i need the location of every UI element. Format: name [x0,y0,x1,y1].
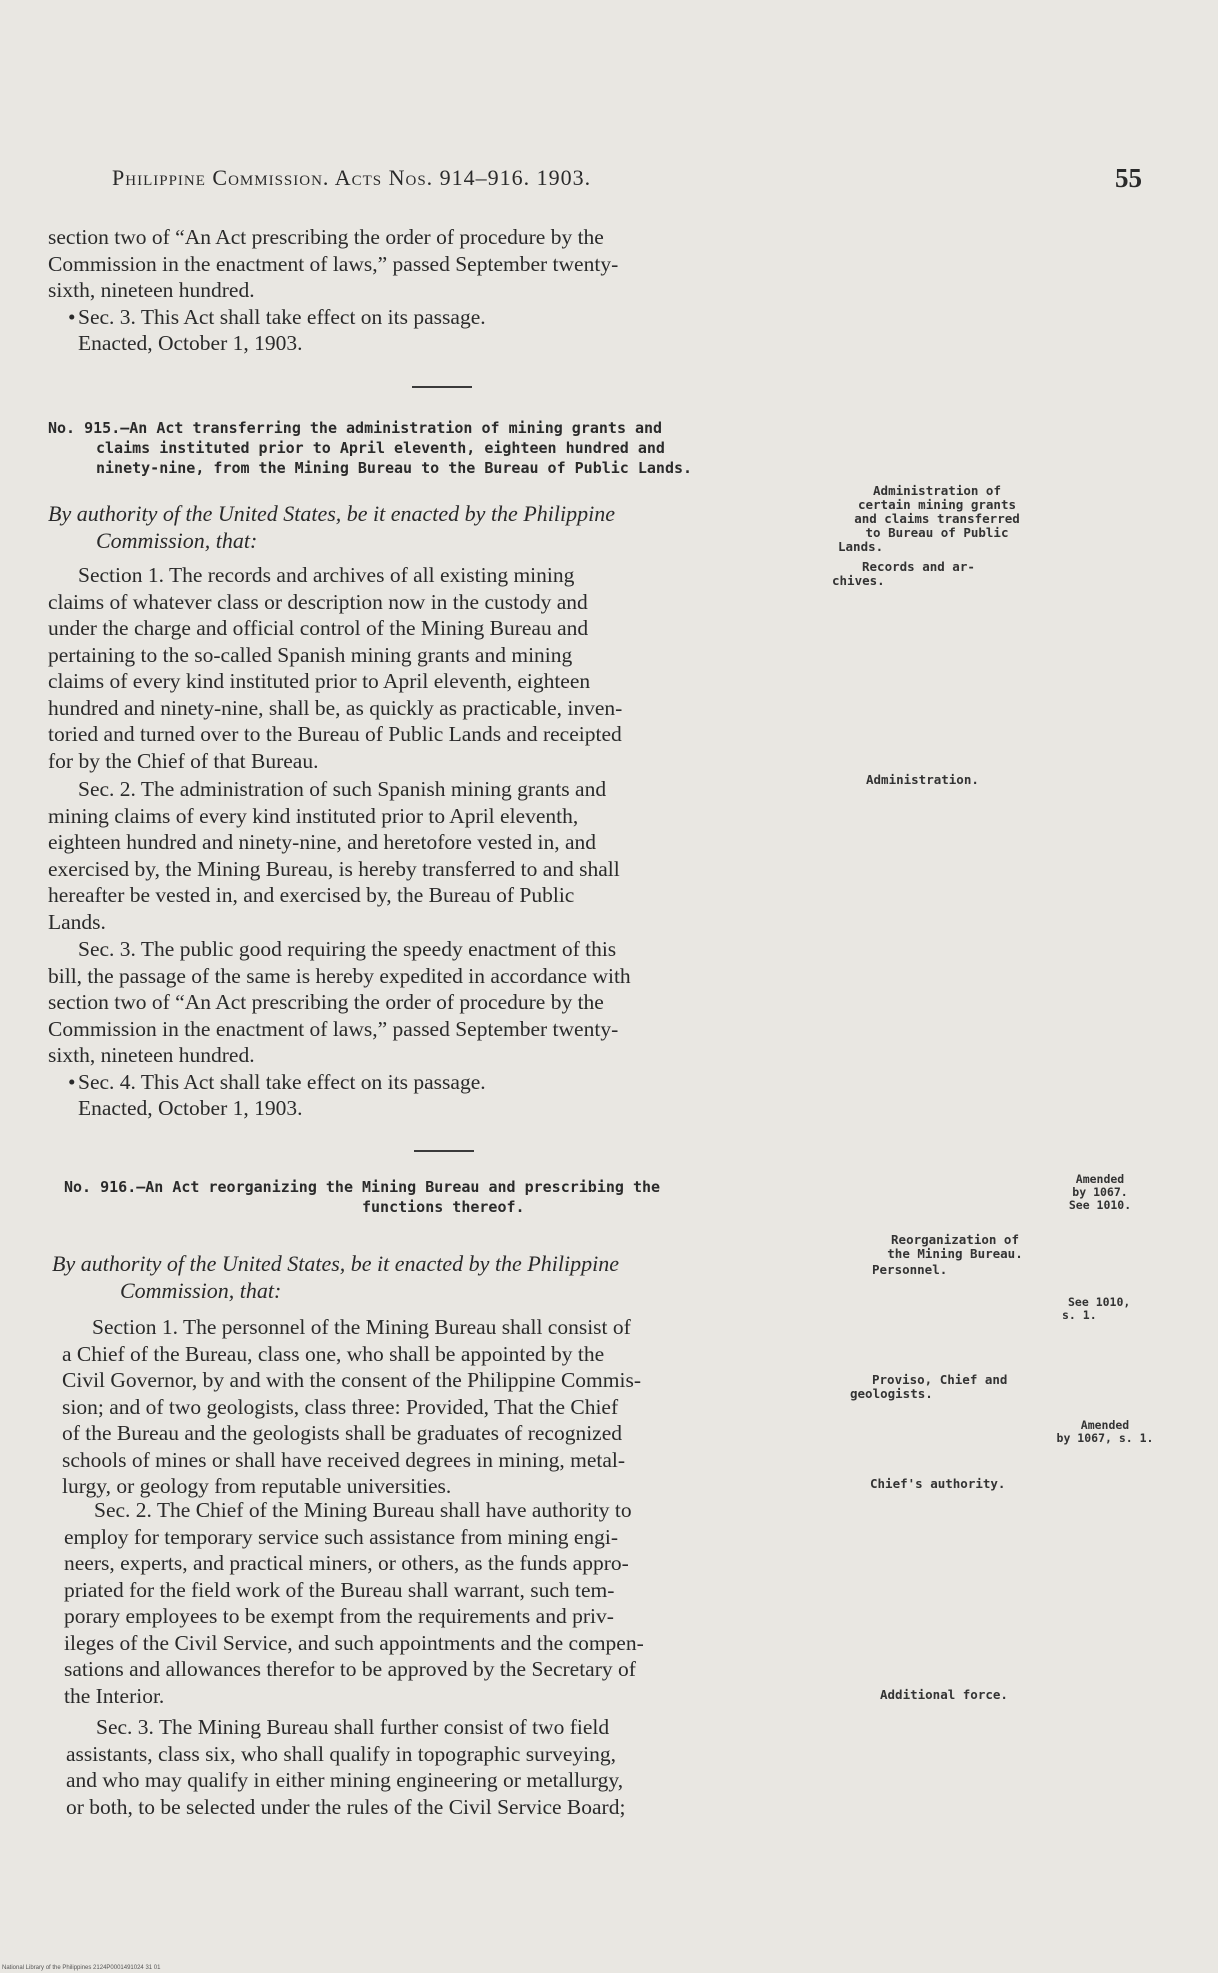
text-line: exercised by, the Mining Bureau, is hereby transferred to and shall [48,856,620,881]
act-916-section-1 [62,1270,846,1500]
text-line: sion; and of two geologists, class three: Provided, That the Chief [62,1394,619,1419]
text-line: porary employees to be exempt from the requirements and priv- [64,1604,614,1628]
text-line: section two of “An Act prescribing the order of procedure by the [48,225,604,249]
text-line: eighteen hundred and ninety-nine, and heretofore vested in, and [48,830,597,854]
act-915-title [48,418,838,478]
text-line: ileges of the Civil Service, and such appointments and the compen- [64,1630,644,1655]
cross-ref-amended-1067-s1: Amended by 1067, s. 1. [1056,1418,1154,1445]
section-divider [414,1150,474,1152]
text-line: Sec. 3. The Mining Bureau shall further consist of two field [96,1715,610,1739]
act-915-section-2 [48,776,838,935]
text-line: for by the Chief of that Bureau. [48,748,319,773]
text-line: claims of whatever class or description now in the custody and [48,589,588,614]
act-916-section-3 [66,1714,846,1820]
text-line: Civil Governor, by and with the consent of the Philippine Commis- [62,1368,641,1392]
text-line: sixth, nineteen hundred. [48,1043,255,1067]
title-line: No. 915.—An Act transferring the administration of mining grants and [48,419,663,437]
text-line: Sec. 2. The administration of such Spanish mining grants and [78,777,607,801]
scan-footer: National Library of the Philippines 2124P0001491024 31 01 [2,1965,161,1971]
header-title: Philippine Commission. Acts Nos. 914–916. 1903. [112,165,592,190]
text-line: employ for temporary service such assistance from mining engi- [64,1524,619,1549]
text-line: Lands. [48,909,106,934]
margin-note-administration: Administration. [866,772,979,787]
cross-ref-see-1010: See 1010, s. 1. [1062,1295,1131,1322]
enacting-clause-915: By authority of the United States, be it enacted by the Philippine Commission, that: [48,501,615,553]
text-line: mining claims of every kind instituted prior to April eleventh, [48,803,579,828]
text-line: Sec. 3. The public good requiring the speedy enactment of this [78,937,617,961]
text-line: hereafter be vested in, and exercised by, the Bureau of Public [48,883,575,907]
enacted-date: Enacted, October 1, 1903. [78,1096,303,1120]
act-916-section-2 [64,1497,846,1709]
text-line: Section 1. The personnel of the Mining Bureau shall consist of [92,1315,631,1339]
text-line: Section 1. The records and archives of all existing mining [78,563,575,587]
title-line: claims instituted prior to April eleventh, eighteen hundred and [96,439,665,457]
text-line: a Chief of the Bureau, class one, who shall be appointed by the [62,1341,605,1366]
text-line: lurgy, or geology from reputable universities. [62,1474,452,1498]
section-3: • Sec. 3. This Act shall take effect on its passage. [68,304,486,329]
text-line: sations and allowances therefor to be approved by the Secretary of [64,1657,636,1681]
text-line: neers, experts, and practical miners, or others, as the funds appro- [64,1551,629,1575]
margin-note-proviso: Proviso, Chief and geologists. [850,1372,1008,1401]
text-line: claims of every kind instituted prior to April eleventh, eighteen [48,669,591,693]
title-line: No. 916.—An Act reorganizing the Mining Bureau and prescribing the [64,1178,661,1196]
section-divider [412,386,472,388]
margin-note-personnel: Personnel. [872,1262,948,1277]
text-line: assistants, class six, who shall qualify in topographic surveying, [66,1741,616,1766]
enacting-clause-916: By authority of the United States, be it enacted by the Philippine Commission, that: [52,1251,619,1303]
act-916-title [64,1177,844,1217]
text-line: hundred and ninety-nine, shall be, as quickly as practicable, inven- [48,695,623,720]
act-915-section-1 [48,562,838,774]
act-914-ending [48,224,838,357]
margin-note-admin-transfer: Administration of certain mining grants and claims transferred to Bureau of Public Lands. [838,483,1020,554]
text-line: Commission in the enactment of laws,” passed September twenty- [48,1016,619,1041]
enacted-date: Enacted, October 1, 1903. [78,331,303,355]
margin-note-records: Records and ar- chives. [832,559,975,588]
text-line: Commission in the enactment of laws,” passed September twenty- [48,251,619,276]
title-line: functions thereof. [362,1198,525,1216]
page-number: 55 [1115,163,1142,193]
text-line: priated for the field work of the Bureau shall warrant, such tem- [64,1577,615,1602]
running-header [112,165,1142,205]
text-line: schools of mines or shall have received degrees in mining, metal- [62,1447,626,1472]
cross-ref-amended-1067: Amended by 1067. See 1010. [1068,1172,1132,1212]
text-line: the Interior. [64,1683,165,1708]
text-line: Sec. 2. The Chief of the Mining Bureau shall have authority to [94,1498,632,1522]
margin-note-chiefs-authority: Chief's authority. [870,1476,1006,1491]
text-line: under the charge and official control of the Mining Bureau and [48,616,589,640]
text-line: pertaining to the so-called Spanish mining grants and mining [48,642,573,667]
title-line: ninety-nine, from the Mining Bureau to the Bureau of Public Lands. [96,459,693,477]
section-4: • Sec. 4. This Act shall take effect on its passage. [68,1069,486,1094]
text-line: of the Bureau and the geologists shall be graduates of recognized [62,1421,623,1445]
text-line: toried and turned over to the Bureau of Public Lands and receipted [48,722,622,746]
margin-note-additional-force: Additional force. [880,1687,1008,1702]
text-line: sixth, nineteen hundred. [48,278,255,302]
text-line: bill, the passage of the same is hereby expedited in accordance with [48,963,631,988]
text-line: and who may qualify in either mining engineering or metallurgy, [66,1768,624,1792]
act-915-section-3 [48,936,838,1122]
margin-note-reorganization: Reorganization of the Mining Bureau. [887,1232,1023,1261]
text-line: section two of “An Act prescribing the order of procedure by the [48,990,604,1014]
text-line: or both, to be selected under the rules of the Civil Service Board; [66,1794,626,1819]
